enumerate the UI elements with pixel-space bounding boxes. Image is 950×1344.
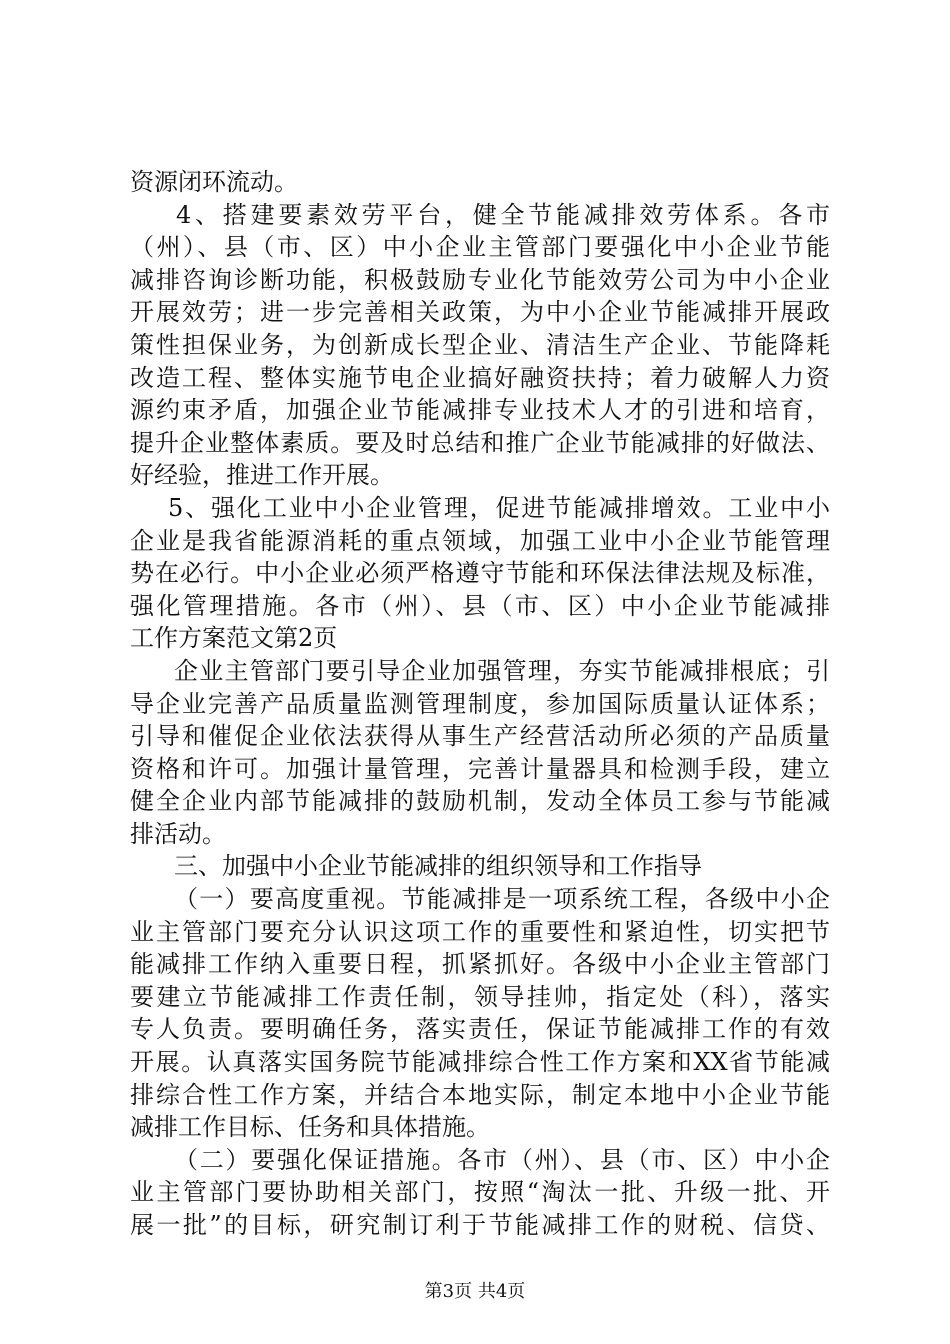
text-line: 专人负责。要明确任务，落实责任，保证节能减排工作的有效 bbox=[130, 1015, 830, 1044]
text-line: 改造工程、整体实施节电企业搞好融资扶持；着力破解人力资 bbox=[130, 363, 830, 392]
text-line: 排综合性工作方案，并结合本地实际，制定本地中小企业节能 bbox=[130, 1080, 830, 1109]
text-line: 导企业完善产品质量监测管理制度，参加国际质量认证体系； bbox=[130, 689, 830, 718]
text-line: 工作方案范文第2页 bbox=[130, 624, 338, 653]
document-body bbox=[130, 166, 830, 1242]
text-line: 策性担保业务，为创新成长型企业、清洁生产企业、节能降耗 bbox=[130, 330, 830, 359]
text-line: 4、搭建要素效劳平台，健全节能减排效劳体系。各市 bbox=[176, 200, 830, 229]
text-line: 展一批”的目标，研究制订利于节能减排工作的财税、信贷、 bbox=[130, 1211, 830, 1239]
text-line: （一）要高度重视。节能减排是一项系统工程，各级中小企 bbox=[174, 885, 830, 914]
text-line: 5、强化工业中小企业管理，促进节能减排增效。工业中小 bbox=[168, 493, 830, 522]
text-line: （二）要强化保证措施。各市（州）、县（市、区）中小企 bbox=[174, 1145, 830, 1174]
text-line: 企业是我省能源消耗的重点领域，加强工业中小企业节能管理 bbox=[130, 526, 830, 555]
text-line: 业主管部门要协助相关部门，按照“淘汰一批、升级一批、开 bbox=[130, 1178, 830, 1207]
text-line: 资源闭环流动。 bbox=[130, 168, 298, 196]
text-line: 开展。认真落实国务院节能减排综合性工作方案和XX省节能减 bbox=[130, 1048, 830, 1077]
text-line: 业主管部门要充分认识这项工作的重要性和紧迫性，切实把节 bbox=[130, 917, 830, 946]
text-line: 能减排工作纳入重要日程，抓紧抓好。各级中小企业主管部门 bbox=[130, 950, 830, 979]
text-line: 企业主管部门要引导企业加强管理，夯实节能减排根底；引 bbox=[174, 656, 830, 685]
page-footer: 第3页 共4页 bbox=[424, 1281, 526, 1302]
text-line: 势在必行。中小企业必须严格遵守节能和环保法律法规及标准， bbox=[130, 559, 830, 588]
text-line: 排活动。 bbox=[130, 819, 226, 848]
text-line: （州）、县（市、区）中小企业主管部门要强化中小企业节能 bbox=[130, 233, 830, 262]
text-line: 减排咨询诊断功能，积极鼓励专业化节能效劳公司为中小企业 bbox=[130, 265, 830, 294]
text-line: 好经验，推进工作开展。 bbox=[130, 461, 394, 490]
text-line: 源约束矛盾，加强企业节能减排专业技术人才的引进和培育， bbox=[130, 396, 830, 425]
text-line: 开展效劳；进一步完善相关政策，为中小企业节能减排开展政 bbox=[130, 298, 830, 327]
text-line: 要建立节能减排工作责任制，领导挂帅，指定处（科），落实 bbox=[130, 982, 830, 1011]
text-line: 资格和许可。加强计量管理，完善计量器具和检测手段，建立 bbox=[130, 754, 830, 783]
section-heading: 三、加强中小企业节能减排的组织领导和工作指导 bbox=[174, 852, 702, 881]
text-line: 强化管理措施。各市（州）、县（市、区）中小企业节能减排 bbox=[130, 591, 830, 620]
text-line: 提升企业整体素质。要及时总结和推广企业节能减排的好做法、 bbox=[130, 428, 830, 457]
text-line: 减排工作目标、任务和具体措施。 bbox=[130, 1113, 490, 1142]
text-line: 引导和催促企业依法获得从事生产经营活动所必须的产品质量 bbox=[130, 722, 830, 751]
text-line: 健全企业内部节能减排的鼓励机制，发动全体员工参与节能减 bbox=[130, 787, 830, 816]
